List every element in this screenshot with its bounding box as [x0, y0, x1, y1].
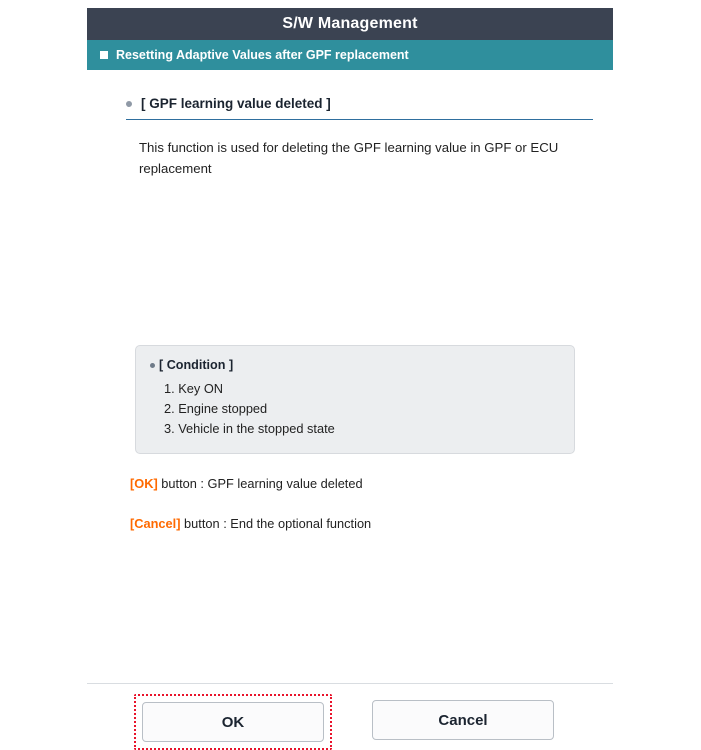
condition-list [150, 379, 560, 439]
list-item: 3. Vehicle in the stopped state [164, 421, 335, 436]
ok-note-text: button : GPF learning value deleted [157, 476, 363, 491]
section-divider [126, 119, 593, 120]
subtitle-label: Resetting Adaptive Values after GPF replacement [116, 48, 409, 62]
section-title: [ GPF learning value deleted ] [141, 96, 331, 111]
list-item: 2. Engine stopped [164, 401, 268, 416]
section-heading [109, 96, 591, 111]
ok-button-highlight [134, 694, 332, 750]
description-text: This function is used for deleting the GPF learning value in GPF or ECU replacement [139, 140, 559, 176]
square-bullet-icon [100, 51, 108, 59]
condition-panel [135, 345, 575, 454]
cancel-note-text: button : End the optional function [180, 516, 372, 531]
cancel-key-label: [Cancel] [130, 516, 181, 531]
cancel-button-wrap [372, 700, 554, 740]
ok-key-label: [OK] [130, 476, 158, 491]
dialog-window [87, 8, 613, 746]
condition-title: [ Condition ] [159, 358, 234, 372]
bullet-dot-icon [126, 101, 132, 107]
ok-button[interactable]: OK [142, 702, 324, 742]
window-title-bar [87, 8, 613, 40]
subtitle-bar [87, 40, 613, 70]
ok-note [130, 476, 363, 491]
dialog-content [87, 70, 613, 683]
page-title: S/W Management [282, 15, 418, 32]
dialog-footer [87, 683, 613, 746]
condition-title-row [150, 358, 560, 372]
bullet-dot-icon [150, 363, 155, 368]
list-item: 1. Key ON [164, 381, 224, 396]
cancel-note [130, 516, 371, 531]
cancel-button[interactable]: Cancel [372, 700, 554, 740]
